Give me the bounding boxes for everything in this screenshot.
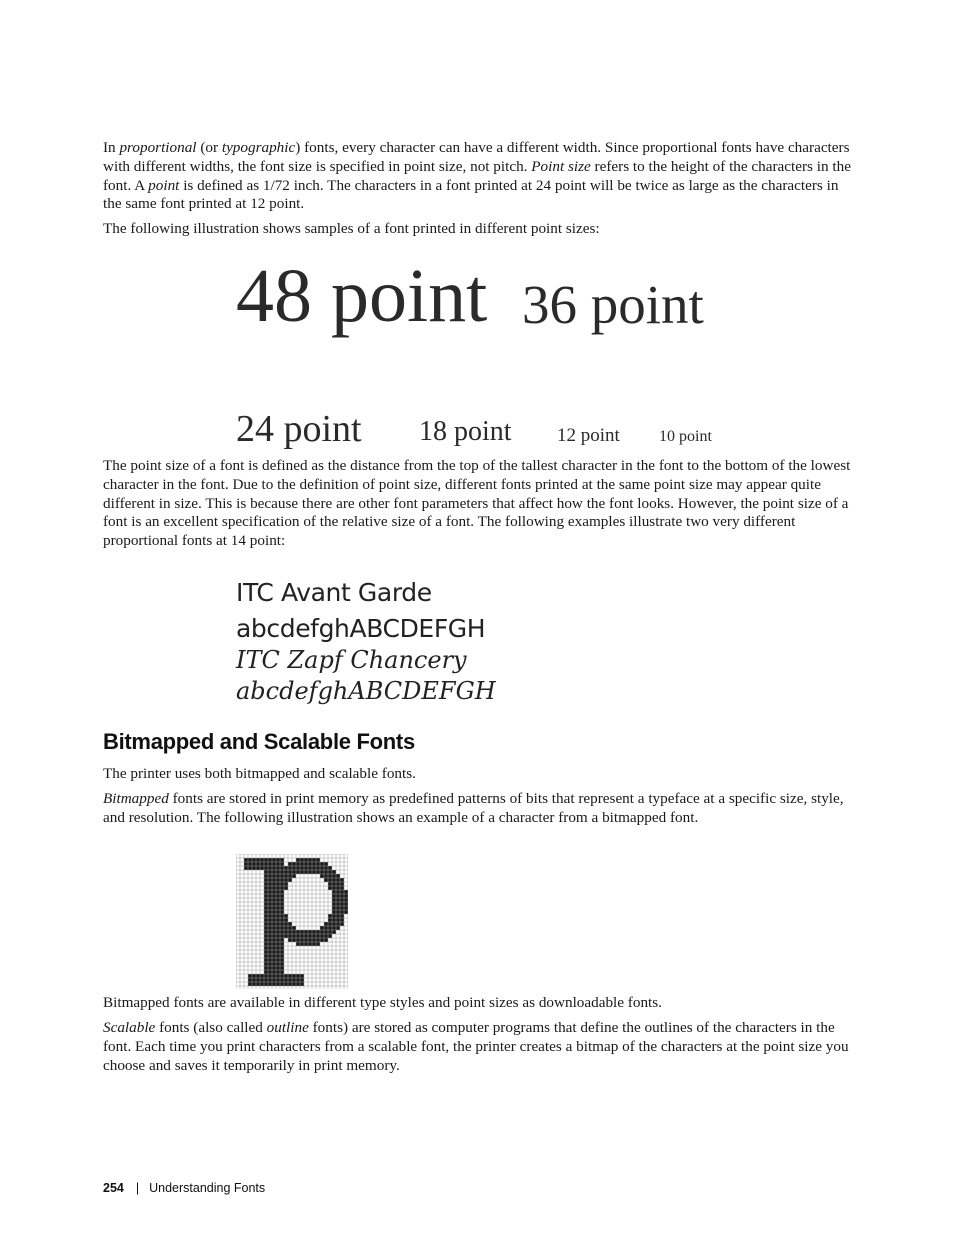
point-size-paragraph: The point size of a font is defined as the distance from the top of the tallest character in the font to the bottom of the lowest character in the font. Due to the definition of point size, different fonts printed at the same point size may appear quite different in size. This is because there are other font parameters that affect how the font looks. However, the point size of a font is an excellent specification of the relative size of a font. The following examples illustrate two very different proportional fonts at 14 point: (103, 457, 851, 550)
avant-garde-name: ITC Avant Garde (236, 578, 432, 607)
page-number: 254 (103, 1181, 124, 1195)
footer-section-title: Understanding Fonts (149, 1181, 266, 1195)
bitmapped-scalable-intro: The printer uses both bitmapped and scalable fonts. (103, 765, 416, 782)
bitmapped-paragraph: Bitmapped fonts are stored in print memory as predefined patterns of bits that represent a typeface at a specific size, style, and resolution. The following illustration shows an example of a character from a bitmapped font. (103, 790, 844, 826)
illustration-intro: The following illustration shows samples of a font printed in different point sizes: (103, 220, 600, 237)
intro-paragraph: In proportional (or typographic) fonts, every character can have a different width. Since proportional fonts have characters with different widths, the font size is specified in point size, not pitch. Point size refers to the height of the characters in the font. A point is defined as 1/72 inch. The characters in a font printed at 24 point will be twice as large as the characters in the same font printed at 12 point. (103, 139, 851, 213)
page-footer (103, 1181, 265, 1195)
sample-36-point: 36 point (522, 274, 704, 335)
footer-separator: | (135, 1181, 140, 1195)
scalable-paragraph: Scalable fonts (also called outline fonts) are stored as computer programs that define the outlines of the characters in the font. Each time you print characters from a scalable font, the printer creates a bitmap of the characters at the point size you choose and saves it temporarily in print memory. (103, 1019, 849, 1074)
sample-48-point: 48 point (236, 254, 488, 338)
sample-10-point: 10 point (659, 428, 712, 445)
sample-12-point: 12 point (557, 425, 620, 446)
bitmap-p-grid-illustration (236, 854, 348, 989)
sample-24-point: 24 point (236, 408, 362, 450)
downloadable-fonts-paragraph: Bitmapped fonts are available in different type styles and point sizes as downloadable fonts. (103, 994, 662, 1011)
sample-18-point: 18 point (419, 416, 512, 447)
zapf-chancery-name: ITC Zapf Chancery (236, 646, 467, 674)
section-heading: Bitmapped and Scalable Fonts (103, 729, 415, 754)
avant-garde-chars: abcdefghABCDEFGH (236, 614, 486, 643)
zapf-chancery-chars: abcdefghABCDEFGH (236, 677, 496, 705)
